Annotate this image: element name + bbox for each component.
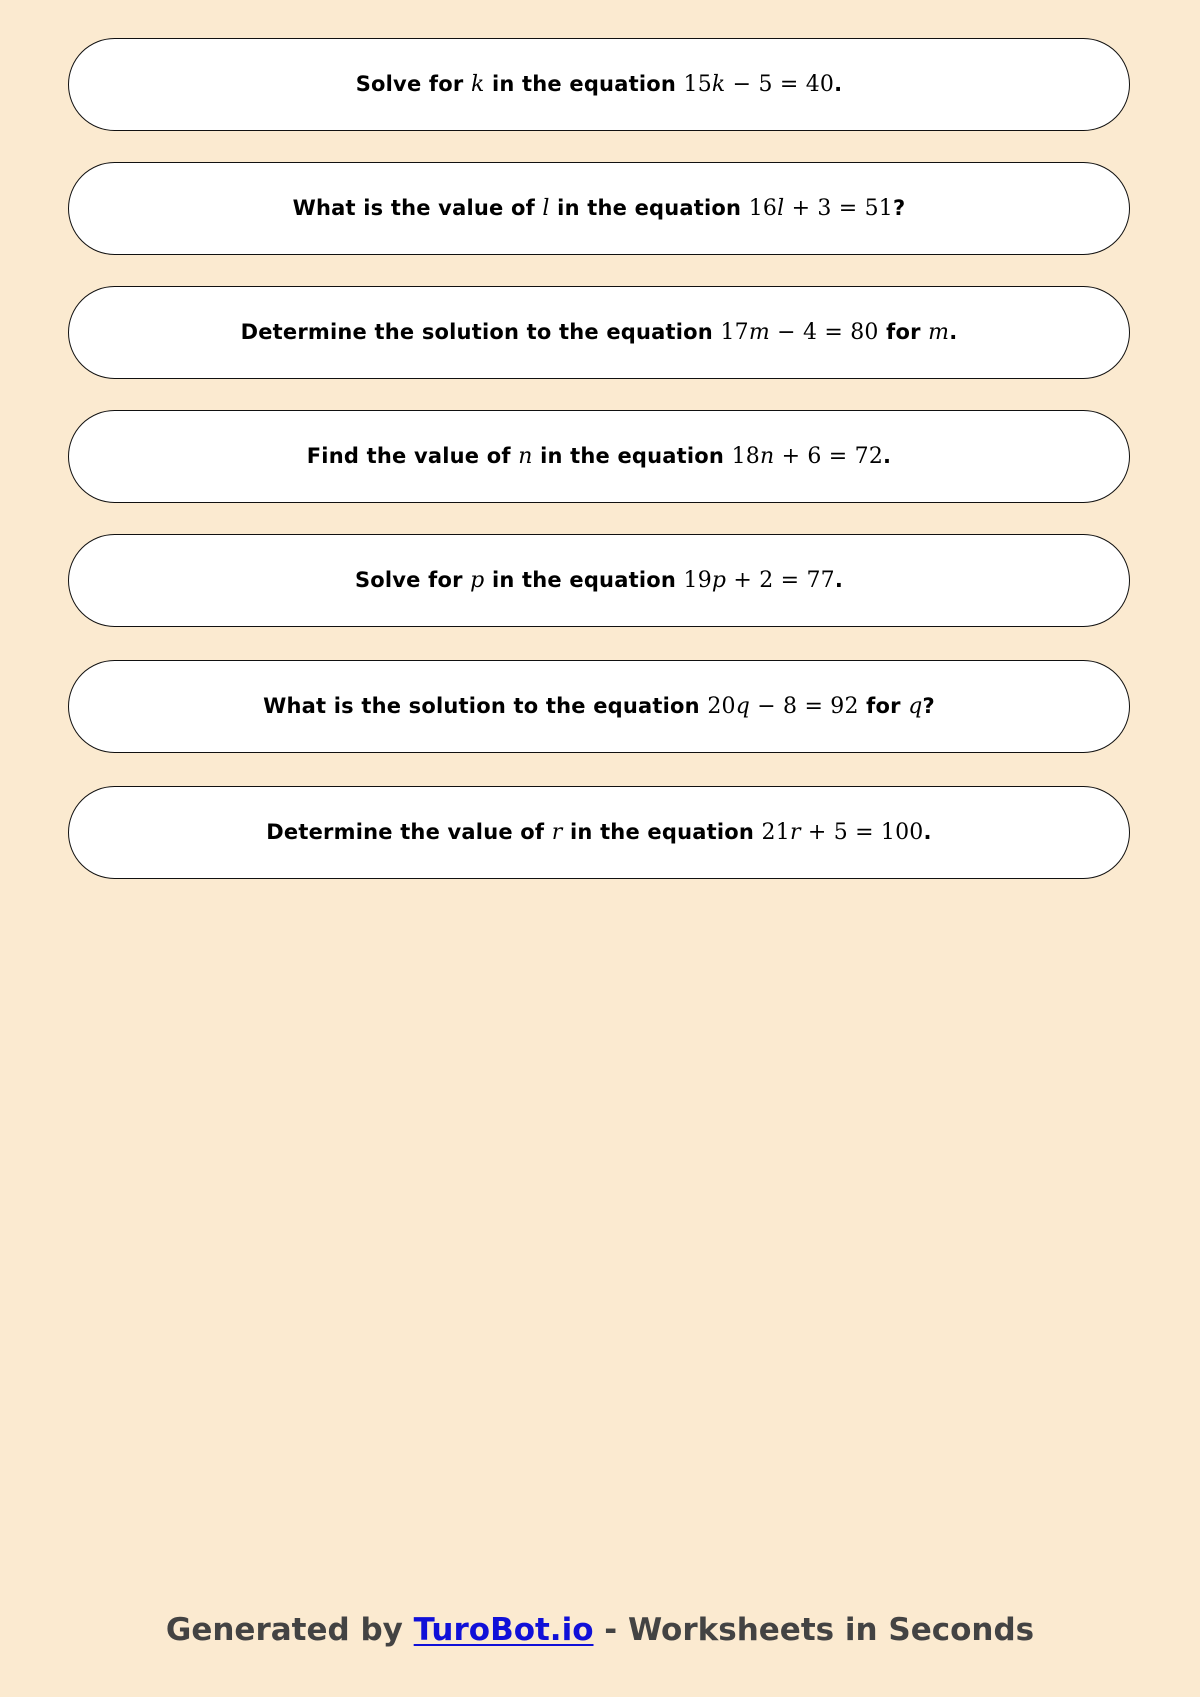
question-suffix: .: [883, 444, 892, 468]
turobot-link[interactable]: TuroBot.io: [413, 1612, 594, 1648]
question-text: [241, 320, 958, 345]
question-card: [68, 38, 1130, 131]
footer: [0, 1612, 1200, 1648]
question-variable: p: [470, 568, 485, 593]
question-suffix: ?: [893, 196, 906, 220]
question-middle: in the equation: [532, 444, 732, 468]
question-middle: in the equation: [484, 568, 684, 592]
question-prefix: What is the solution to the equation: [263, 694, 708, 718]
equation: 21r + 5 = 100: [761, 820, 924, 845]
question-suffix: .: [949, 320, 958, 344]
question-suffix: .: [834, 568, 844, 592]
question-suffix: .: [923, 820, 932, 844]
question-card: [68, 786, 1130, 879]
footer-prefix: Generated by: [165, 1612, 414, 1648]
footer-suffix: - Worksheets in Seconds: [593, 1612, 1035, 1648]
question-prefix: Determine the solution to the equation: [240, 320, 721, 344]
question-card: [68, 286, 1130, 379]
question-suffix: ?: [922, 694, 935, 718]
question-card: [68, 534, 1130, 627]
equation: 18n + 6 = 72: [731, 444, 884, 469]
question-middle-2: for: [878, 320, 929, 344]
question-card: [68, 410, 1130, 503]
question-middle: in the equation: [562, 820, 762, 844]
question-middle: in the equation: [549, 196, 749, 220]
question-text: [266, 820, 931, 845]
question-middle: in the equation: [484, 72, 684, 96]
equation: 16l + 3 = 51: [748, 196, 894, 221]
question-text: [356, 72, 843, 97]
question-prefix: What is the value of: [292, 196, 543, 220]
question-prefix: Determine the value of: [266, 820, 552, 844]
equation: 20q − 8 = 92: [707, 694, 859, 719]
question-card: [68, 162, 1130, 255]
question-card: [68, 660, 1130, 753]
question-variable-2: q: [908, 694, 923, 719]
question-text: [263, 694, 935, 719]
question-variable: k: [470, 72, 485, 97]
question-variable: r: [551, 820, 563, 845]
question-variable-2: m: [928, 320, 950, 345]
question-variable: l: [542, 196, 550, 221]
question-text: [293, 196, 906, 221]
question-prefix: Solve for: [354, 568, 471, 592]
question-variable: n: [518, 444, 533, 469]
question-text: [307, 444, 891, 469]
question-prefix: Solve for: [355, 72, 471, 96]
question-prefix: Find the value of: [306, 444, 519, 468]
question-middle-2: for: [858, 694, 909, 718]
equation: 15k − 5 = 40: [683, 72, 835, 97]
question-text: [355, 568, 843, 593]
question-suffix: .: [834, 72, 843, 96]
equation: 17m − 4 = 80: [720, 320, 879, 345]
equation: 19p + 2 = 77: [683, 568, 835, 593]
